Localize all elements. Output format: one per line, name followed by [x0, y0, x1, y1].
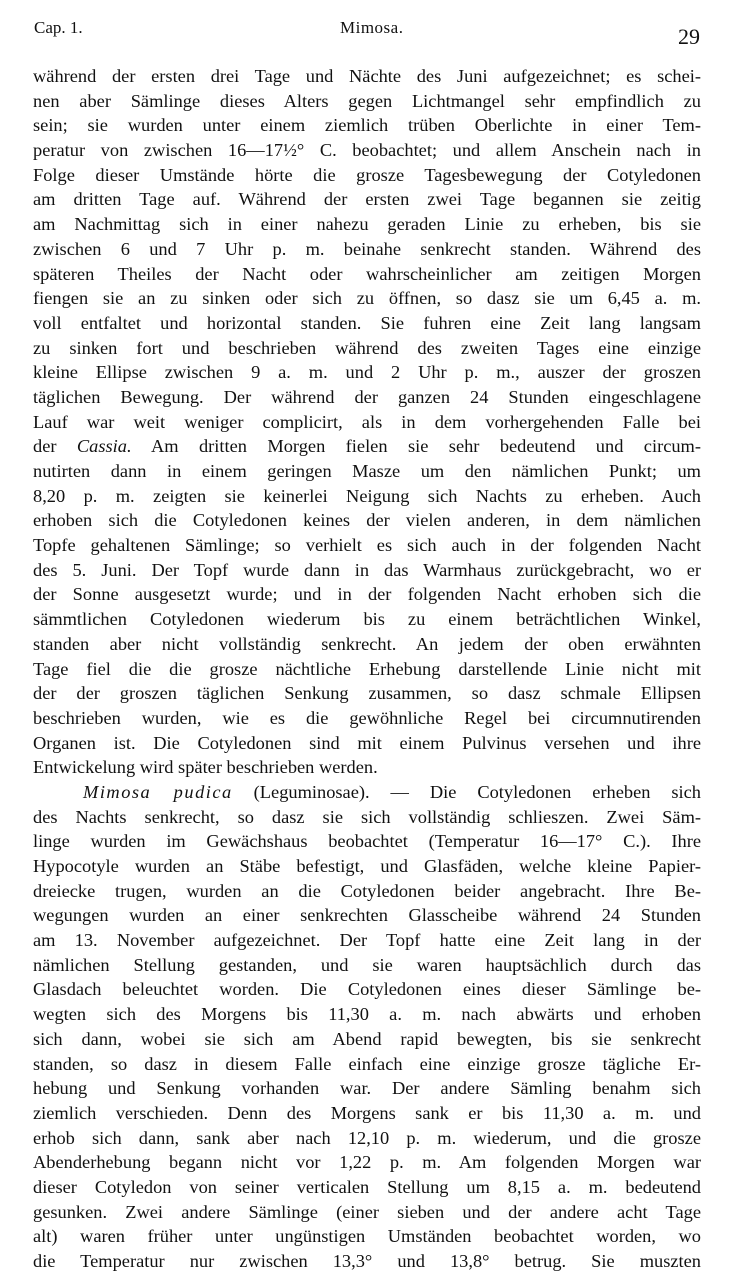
text-line: zu sinken fort und beschrieben während des zweiten Tages eine einzige [33, 337, 701, 358]
text-line: nämlichen Stellung gestanden, und sie waren hauptsächlich durch das [33, 954, 701, 975]
species-name: Mimosa pudica [83, 781, 233, 802]
text-line: der der groszen täglichen Senkung zusammen, so dasz schmale Ellipsen [33, 683, 701, 704]
text-line-cassia [33, 434, 701, 459]
text-line: sämmtlichen Cotyledonen wiederum bis zu einem beträchtlichen Winkel, [33, 609, 701, 630]
text-line: späteren Theiles der Nacht oder wahrscheinlicher am zeitigen Morgen [33, 263, 701, 284]
text-line: die Temperatur nur zwischen 13,3° und 13,8° betrug. Sie muszten [33, 1251, 701, 1271]
text-line: Folge dieser Umstände hörte die grosze Tagesbewegung der Cotyledonen [33, 164, 701, 185]
text-line: voll entfaltet und horizontal standen. Sie fuhren eine Zeit lang langsam [33, 312, 701, 333]
page-body [33, 64, 701, 1274]
text-line: am dritten Tage auf. Während der ersten zwei Tage begannen sie zeitig [33, 189, 701, 210]
running-header [34, 14, 700, 49]
cassia-genus-name: Cassia. [76, 436, 132, 457]
text-line: wegten sich des Morgens bis 11,30 a. m. nach abwärts und erhoben [33, 1004, 701, 1025]
text-line: standen, so dasz in diesem Falle einfach eine einzige grosze tägliche Er- [33, 1053, 701, 1074]
text-line: peratur von zwischen 16—17½° C. beobachtet; und allem Anschein nach in [33, 140, 701, 161]
text-line: sich dann, wobei sie sich am Abend rapid bewegten, bis sie senkrecht [33, 1028, 701, 1049]
text-line: Abenderhebung begann nicht vor 1,22 p. m. Am folgenden Morgen war [33, 1152, 701, 1173]
text-line: wegungen wurden an einer senkrechten Glasscheibe während 24 Stunden [33, 905, 701, 926]
text-line: erhoben sich die Cotyledonen keines der vielen anderen, in dem nämlichen [33, 510, 701, 531]
text-line: Tage fiel die die grosze nächtliche Erhebung darstellende Linie nicht mit [33, 658, 701, 679]
text-line: täglichen Bewegung. Der während der ganzen 24 Stunden eingeschlagene [33, 386, 701, 407]
text-line: des Nachts senkrecht, so dasz sie sich vollständig schlieszen. Zwei Säm- [33, 806, 701, 827]
text-line: Glasdach beleuchtet worden. Die Cotyledonen eines dieser Sämlinge be- [33, 979, 701, 1000]
text-line: Topfe gehaltenen Sämlinge; so verhielt es sich auch in der folgenden Nacht [33, 535, 701, 556]
page-number: 29 [678, 24, 700, 49]
running-title: Mimosa. [340, 18, 404, 37]
text-line: nutirten dann in einem geringen Masze um den nämlichen Punkt; um [33, 461, 701, 481]
text-line: standen aber nicht vollständig senkrecht. An jedem der oben erwähnten [33, 633, 701, 654]
text-line: zwischen 6 und 7 Uhr p. m. beinahe senkrecht standen. Während des [33, 238, 701, 259]
text-line: des 5. Juni. Der Topf wurde dann in das Warmhaus zurückgebracht, wo er [33, 559, 701, 580]
text-line: ziemlich verschieden. Denn des Morgens sank er bis 11,30 a. m. und [33, 1102, 701, 1123]
text-line: fiengen sie an zu sinken oder sich zu öffnen, so dasz sie um 6,45 a. m. [33, 288, 701, 309]
text-line: Organen ist. Die Cotyledonen sind mit einem Pulvinus versehen und ihre [33, 732, 701, 753]
text-line: während der ersten drei Tage und Nächte des Juni aufgezeichnet; es schei- [33, 66, 701, 86]
text-line-pudica [33, 780, 701, 805]
text-line: sein; sie wurden unter einem ziemlich trüben Oberlichte in einer Tem- [33, 115, 701, 136]
text-line: Entwickelung wird später beschrieben werden. [33, 757, 378, 778]
text-line: erhob sich dann, sank aber nach 12,10 p. m. wiederum, und die grosze [33, 1127, 701, 1148]
text-line: gesunken. Zwei andere Sämlinge (einer sieben und der andere acht Tage [33, 1201, 701, 1222]
text-line: 8,20 p. m. zeigten sie keinerlei Neigung sich Nachts zu erheben. Auch [33, 485, 701, 506]
text-line: am Nachmittag sich in einer nahezu geraden Linie zu erheben, bis sie [33, 214, 701, 235]
text-line: Hypocotyle wurden an Stäbe befestigt, und Glasfäden, welche kleine Papier- [33, 856, 701, 876]
cassia-line-end: Am dritten Morgen fielen sie sehr bedeutend und circum- [131, 436, 701, 457]
text-line: alt) waren früher unter ungünstigen Umständen beobachtet worden, wo [33, 1226, 701, 1247]
cassia-line-start: der [33, 436, 77, 457]
text-line: dreiecke trugen, wurden an die Cotyledonen beider angebracht. Ihre Be- [33, 880, 701, 901]
text-line: dieser Cotyledon von seiner verticalen Stellung um 8,15 a. m. bedeutend [33, 1176, 701, 1197]
text-line: kleine Ellipse zwischen 9 a. m. und 2 Uhr p. m., auszer der groszen [33, 362, 701, 383]
text-line: der Sonne ausgesetzt wurde; und in der folgenden Nacht erhoben sich die [33, 584, 701, 605]
text-line: am 13. November aufgezeichnet. Der Topf hatte eine Zeit lang in der [33, 930, 701, 951]
pudica-line-end: (Leguminosae). — Die Cotyledonen erheben sich [232, 781, 701, 802]
text-line: beschrieben wurden, wie es die gewöhnliche Regel bei circumnutirenden [33, 707, 701, 728]
text-line: Lauf war weit weniger complicirt, als in dem vorhergehenden Falle bei [33, 411, 701, 432]
text-line: linge wurden im Gewächshaus beobachtet (Temperatur 16—17° C.). Ihre [33, 831, 701, 852]
text-line: hebung und Senkung vorhanden war. Der andere Sämling benahm sich [33, 1078, 701, 1099]
text-line: nen aber Sämlinge dieses Alters gegen Lichtmangel sehr empfindlich zu [33, 90, 701, 111]
chapter-label: Cap. 1. [34, 18, 83, 37]
